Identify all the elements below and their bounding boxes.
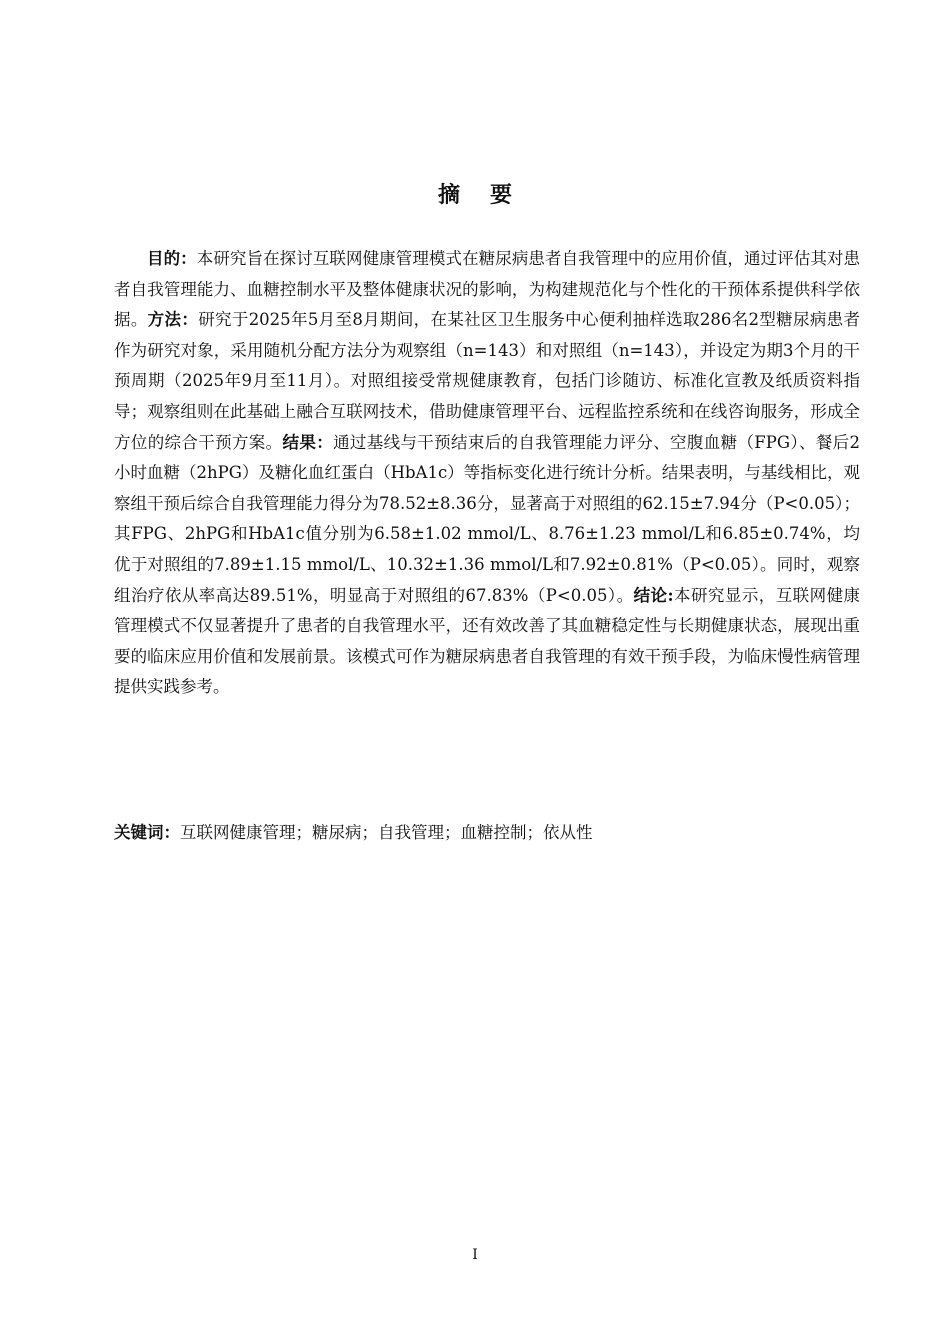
abstract-body (114, 244, 860, 703)
result-label: 结果： (282, 432, 334, 452)
page-number: I (472, 1247, 478, 1263)
keywords-label: 关键词： (114, 823, 180, 842)
objective-label: 目的： (147, 249, 197, 268)
method-text: 研究于2025年5月至8月期间，在某社区卫生服务中心便利抽样选取286名2型糖尿病患者作为研究对象，采用随机分配方法分为观察组（n=143）和对照组（n=143），并设定为期3个月的干预周期（2025年9月至11月）。对照组接受常规健康教育，包括门诊随访、标准化宣教及纸质资料指导；观察组则在此基础上融合互联网技术，借助健康管理平台、远程监控系统和在线咨询服务，形成全方位的综合干预方案。 (114, 310, 861, 452)
keywords-text: 互联网健康管理；糖尿病；自我管理；血糖控制；依从性 (180, 823, 593, 842)
page-title: 摘要 (437, 182, 542, 208)
objective-text: 本研究旨在探讨互联网健康管理模式在糖尿病患者自我管理中的应用价值，通过评估其对患者自我管理能力、血糖控制水平及整体健康状况的影响，为构建规范化与个性化的干预体系提供科学依据。 (114, 249, 860, 330)
conclusion-text: 本研究显示，互联网健康管理模式不仅显著提升了患者的自我管理水平，还有效改善了其血糖稳定性与长期健康状态，展现出重要的临床应用价值和发展前景。该模式可作为糖尿病患者自我管理的有效干预手段，为临床慢性病管理提供实践参考。 (114, 585, 861, 697)
method-label: 方法： (147, 310, 199, 330)
conclusion-label: 结论: (633, 585, 674, 605)
result-text: 通过基线与干预结束后的自我管理能力评分、空腹血糖（FPG）、餐后2小时血糖（2hPG）及糖化血红蛋白（HbA1c）等指标变化进行统计分析。结果表明，与基线相比，观察组干预后综合自我管理能力得分为78.52±8.36分，显著高于对照组的62.15±7.94分（P<0.05）；其FPG、2hPG和HbA1c值分别为6.58±1.02 mmol/L、8.76±1.23 mmol/L和6.85±0.74%，均优于对照组的7.89±1.15 mmol/L、10.32±1.36 mmol/L和7.92±0.81%（P<0.05）。同时，观察组治疗依从率高达89.51%，明显高于对照组的67.83%（P<0.05）。 (114, 432, 861, 605)
keywords-line (114, 818, 860, 848)
